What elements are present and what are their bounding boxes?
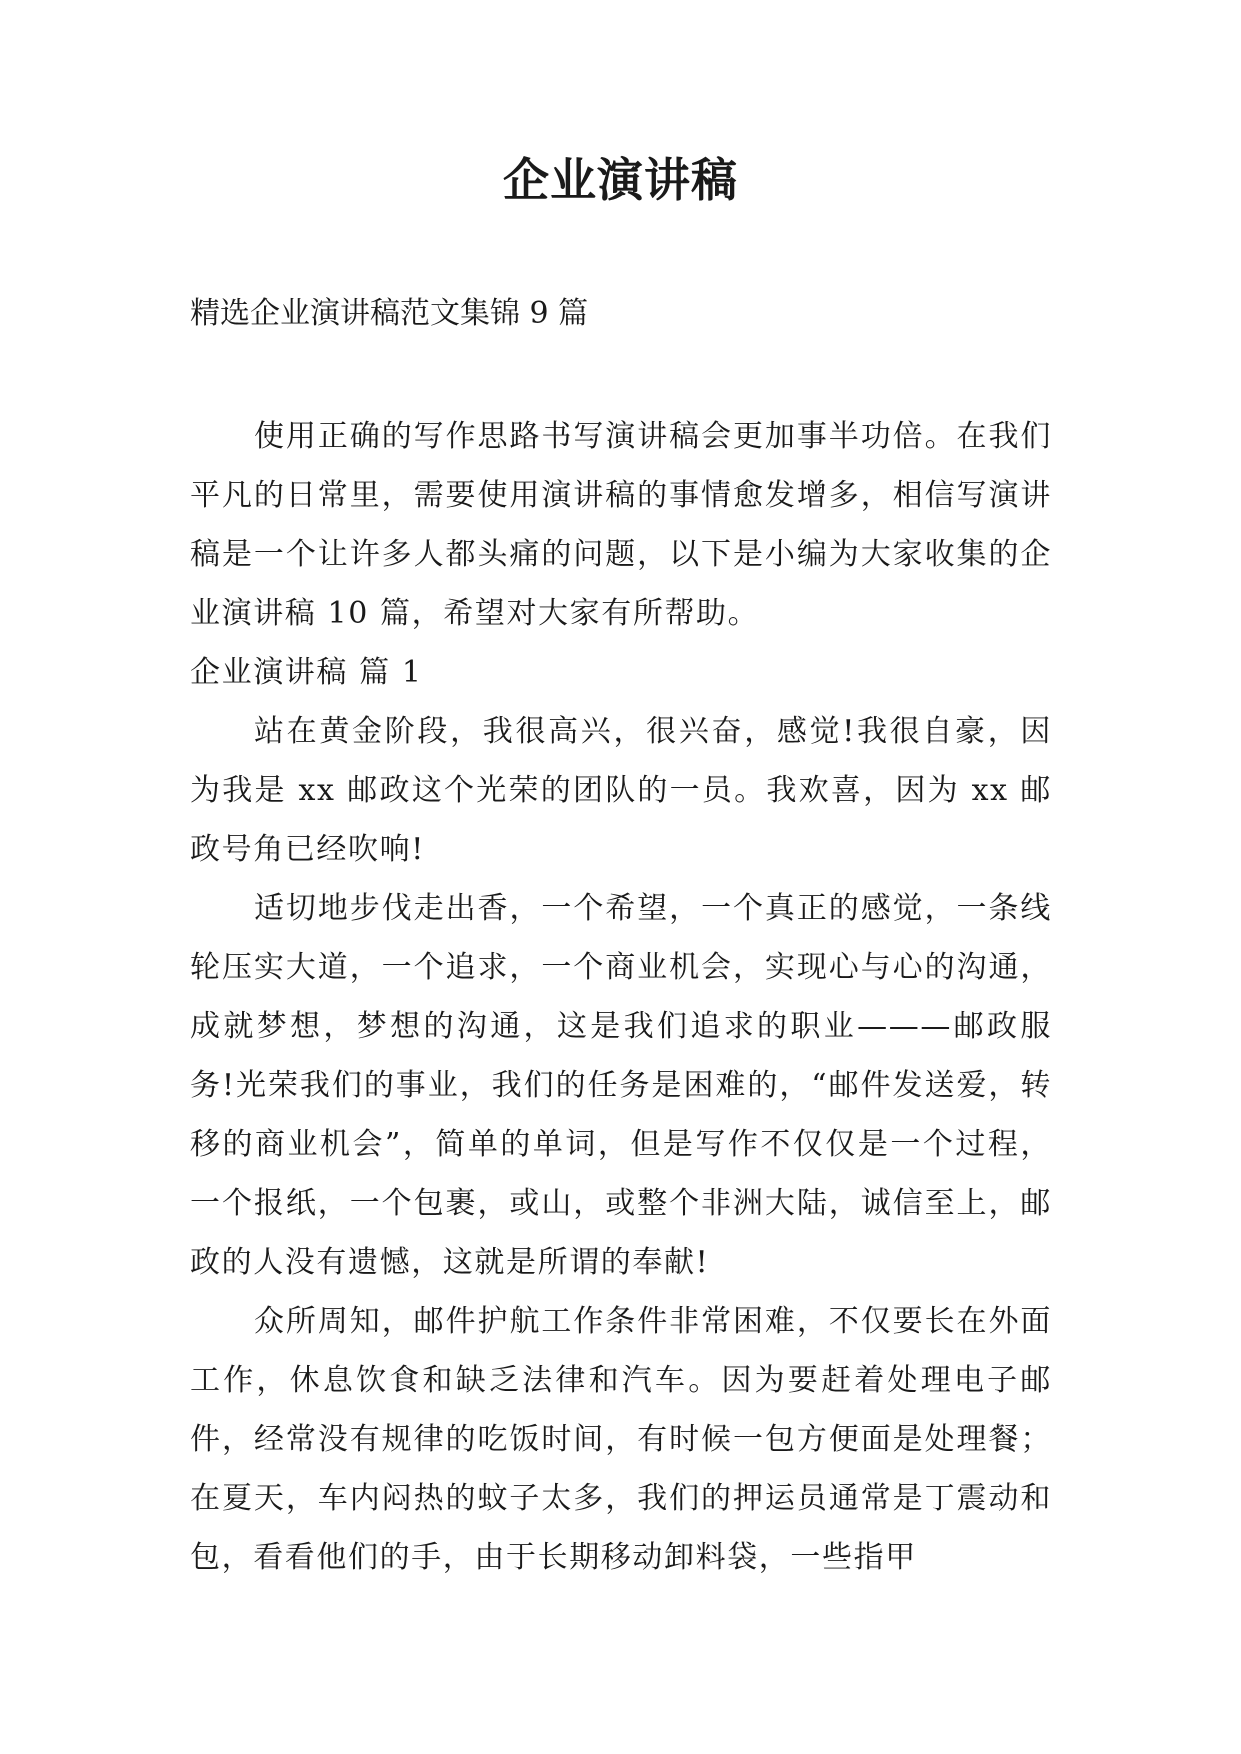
body-paragraph-2: 适切地步伐走出香，一个希望，一个真正的感觉，一条线轮压实大道，一个追求，一个商业机会，实现心与心的沟通，成就梦想，梦想的沟通，这是我们追求的职业———邮政服务!光荣我们的事业，我们的任务是困难的，“邮件发送爱，转移的商业机会”，简单的单词，但是写作不仅仅是一个过程，一个报纸，一个包裹，或山，或整个非洲大陆，诚信至上，邮政的人没有遗憾，这就是所谓的奉献! xyxy=(190,891,1052,1280)
body-paragraph-3: 众所周知，邮件护航工作条件非常困难，不仅要长在外面工作，休息饮食和缺乏法律和汽车。因为要赶着处理电子邮件，经常没有规律的吃饭时间，有时候一包方便面是处理餐；在夏天，车内闷热的蚊子太多，我们的押运员通常是丁震动和包，看看他们的手，由于长期移动卸料袋，一些指甲 xyxy=(190,1304,1052,1575)
document-subtitle: 精选企业演讲稿范文集锦 9 篇 xyxy=(190,296,589,331)
intro-paragraph: 使用正确的写作思路书写演讲稿会更加事半功倍。在我们平凡的日常里，需要使用演讲稿的事情愈发增多，相信写演讲稿是一个让许多人都头痛的问题，以下是小编为大家收集的企业演讲稿 10 篇，希望对大家有所帮助。 xyxy=(190,419,1052,631)
section-heading: 企业演讲稿 篇 1 xyxy=(190,655,423,690)
body-paragraph-1: 站在黄金阶段，我很高兴，很兴奋，感觉!我很自豪，因为我是 xx 邮政这个光荣的团队的一员。我欢喜，因为 xx 邮政号角已经吹响! xyxy=(190,714,1052,867)
document-body xyxy=(190,407,1052,1587)
document-title: 企业演讲稿 xyxy=(503,153,738,207)
